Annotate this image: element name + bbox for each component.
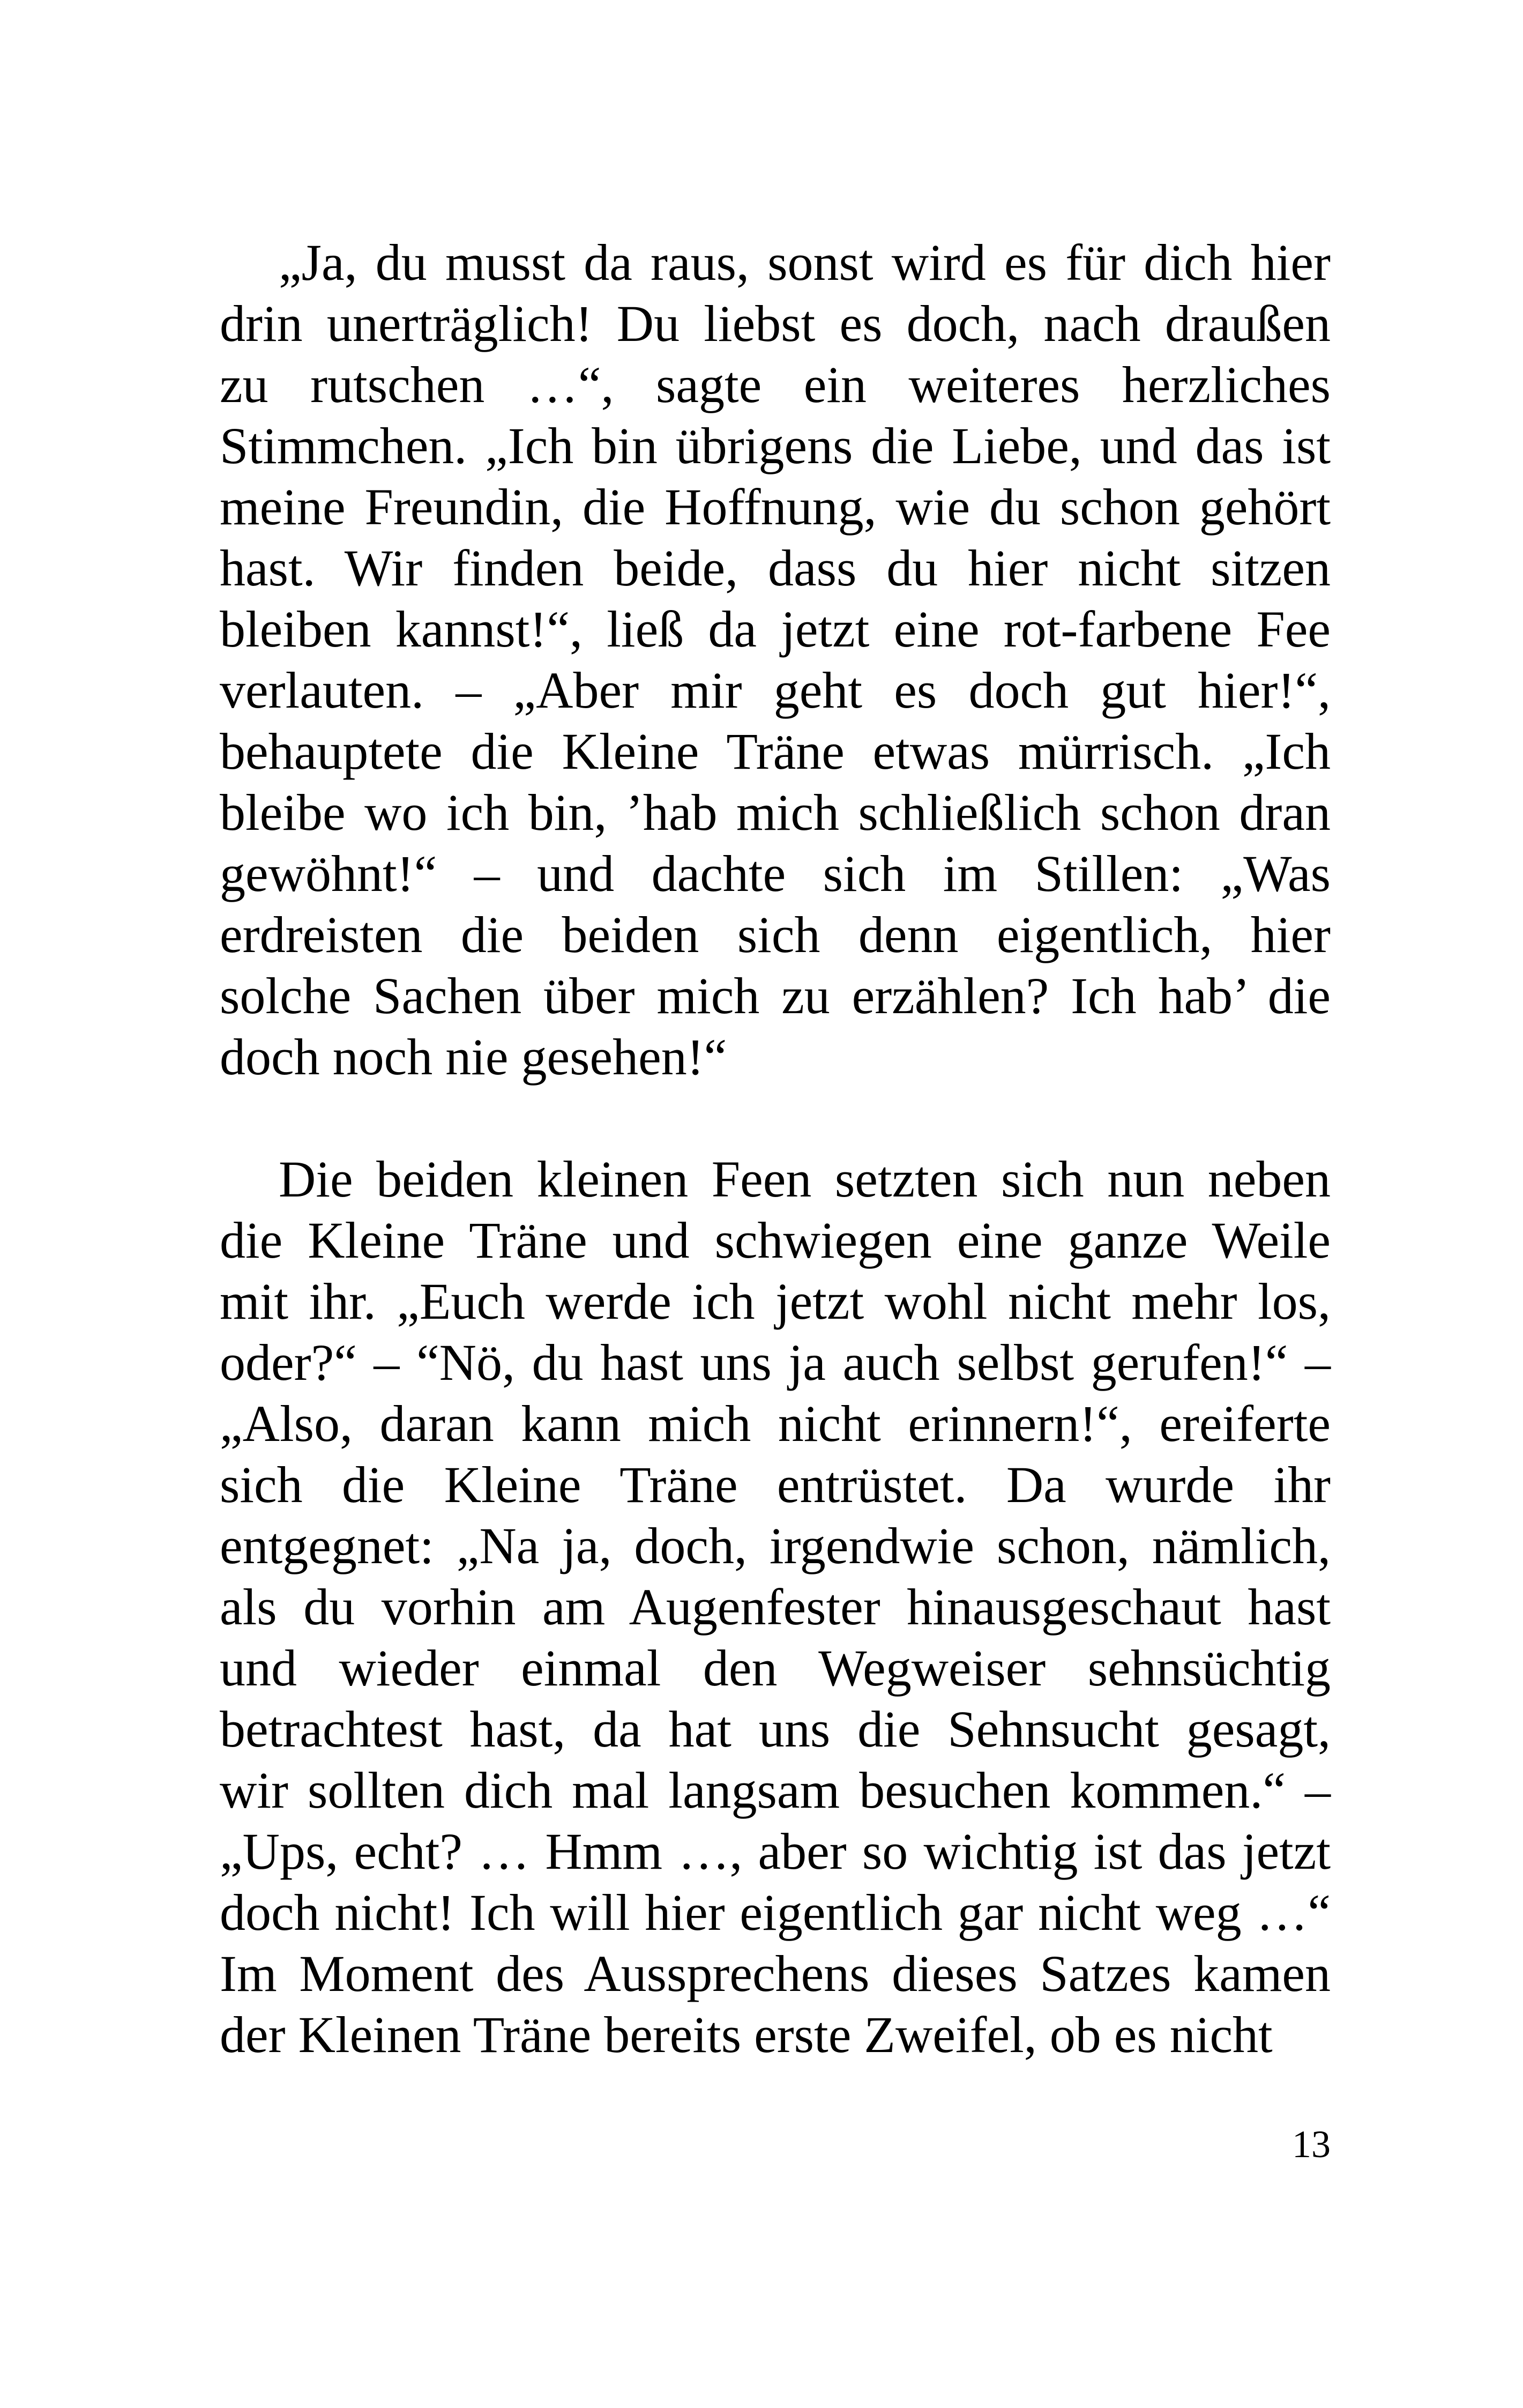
text-line: behauptete die Kleine Träne etwas mürrisch. „Ich (220, 723, 1331, 780)
page-number: 13 (1292, 2123, 1331, 2166)
text-line: mit ihr. „Euch werde ich jetzt wohl nicht mehr los, (220, 1273, 1331, 1330)
paragraph-1 (220, 232, 1331, 1088)
text-line: entgegnet: „Na ja, doch, irgendwie schon, nämlich, (220, 1517, 1331, 1574)
text-line: betrachtest hast, da hat uns die Sehnsucht gesagt, (220, 1700, 1331, 1758)
text-line: „Ja, du musst da raus, sonst wird es für dich hier (279, 234, 1331, 291)
text-line: verlauten. – „Aber mir geht es doch gut hier!“, (220, 662, 1331, 719)
text-line: und wieder einmal den Wegweiser sehnsüchtig (220, 1639, 1331, 1697)
text-line: drin unerträglich! Du liebst es doch, nach draußen (220, 295, 1331, 352)
text-line: erdreisten die beiden sich denn eigentlich, hier (220, 906, 1331, 963)
text-line: hast. Wir finden beide, dass du hier nicht sitzen (220, 539, 1331, 597)
text-line: doch nicht! Ich will hier eigentlich gar nicht weg …“ (220, 1884, 1331, 1941)
text-line: sich die Kleine Träne entrüstet. Da wurde ihr (220, 1456, 1331, 1513)
paragraph-2 (220, 1149, 1331, 2065)
text-line: die Kleine Träne und schwiegen eine ganze Weile (220, 1212, 1331, 1269)
text-block (220, 232, 1331, 2065)
text-line: wir sollten dich mal langsam besuchen kommen.“ – (220, 1762, 1331, 1819)
text-line: doch noch nie gesehen!“ (220, 1028, 727, 1086)
text-line: Im Moment des Aussprechens dieses Satzes kamen (220, 1945, 1331, 2002)
text-line: Stimmchen. „Ich bin übrigens die Liebe, und das ist (220, 417, 1331, 474)
text-line: als du vorhin am Augenfester hinausgeschaut hast (220, 1578, 1331, 1636)
text-line: der Kleinen Träne bereits erste Zweifel, ob es nicht (220, 2006, 1273, 2063)
text-line: bleibe wo ich bin, ’hab mich schließlich schon dran (220, 784, 1331, 841)
text-line: „Also, daran kann mich nicht erinnern!“, ereiferte (220, 1395, 1331, 1452)
text-line: „Ups, echt? … Hmm …, aber so wichtig ist das jetzt (220, 1823, 1331, 1880)
text-line: gewöhnt!“ – und dachte sich im Stillen: „Was (220, 845, 1331, 902)
text-line: bleiben kannst!“, ließ da jetzt eine rot-farbene Fee (220, 600, 1331, 658)
text-line: solche Sachen über mich zu erzählen? Ich hab’ die (220, 967, 1331, 1024)
text-line: zu rutschen …“, sagte ein weiteres herzliches (220, 356, 1331, 413)
text-line: meine Freundin, die Hoffnung, wie du schon gehört (220, 478, 1331, 536)
text-line: Die beiden kleinen Feen setzten sich nun neben (279, 1150, 1331, 1208)
text-line: oder?“ – “Nö, du hast uns ja auch selbst gerufen!“ – (220, 1334, 1331, 1391)
